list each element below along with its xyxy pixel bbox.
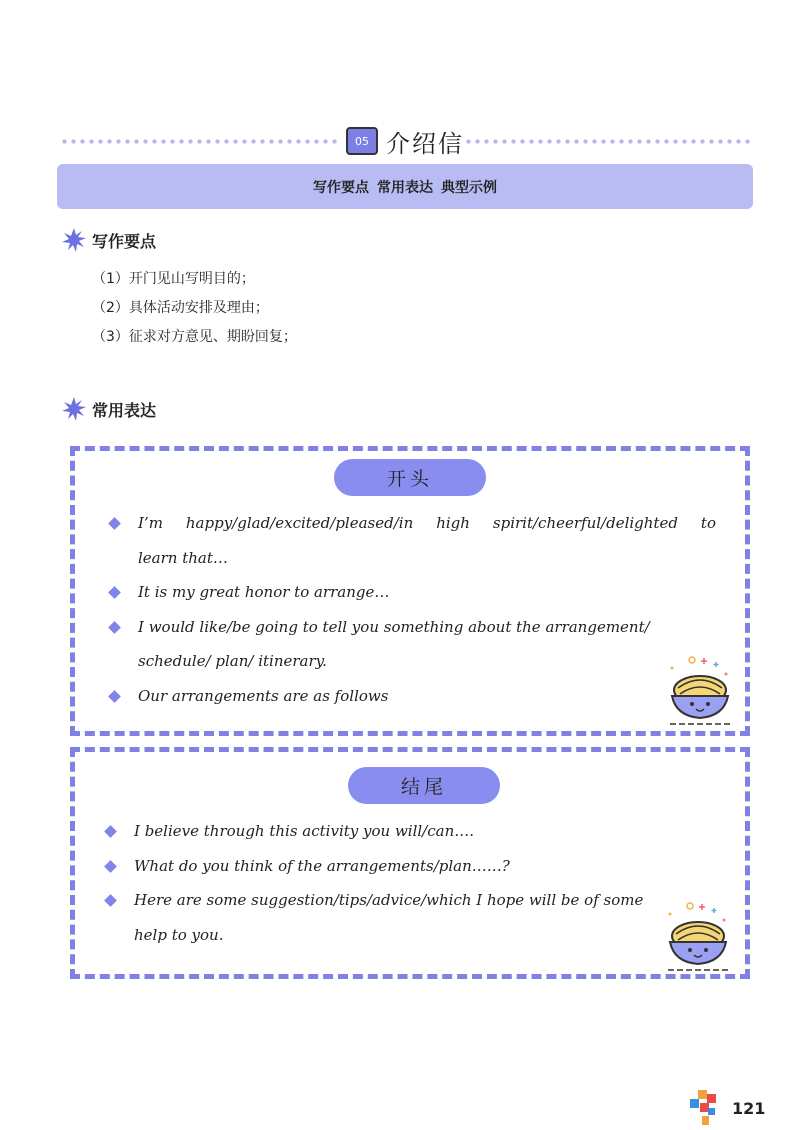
ending-list bbox=[102, 814, 702, 952]
section-number: 05 bbox=[346, 127, 378, 155]
diamond-bullet-icon bbox=[104, 825, 117, 838]
list-item bbox=[106, 610, 716, 645]
list-item bbox=[102, 814, 702, 849]
writing-points-heading-text: 写作要点 bbox=[92, 231, 157, 251]
list-item bbox=[106, 541, 716, 576]
section-title: 介绍信 bbox=[386, 130, 464, 158]
expressions-heading bbox=[62, 397, 156, 421]
list-item bbox=[106, 644, 716, 679]
diamond-bullet-icon bbox=[108, 690, 121, 703]
band-item-expressions: 常用表达 bbox=[377, 179, 433, 196]
list-item-text: I’m happy/glad/excited/pleased/in high spirit/cheerful/delighted to bbox=[138, 514, 716, 532]
list-item bbox=[102, 918, 702, 953]
opening-list bbox=[106, 506, 716, 713]
page-number: 121 bbox=[732, 1099, 766, 1118]
writing-points-list bbox=[92, 265, 297, 352]
dotted-rule-right bbox=[464, 139, 754, 144]
writing-points-heading bbox=[62, 228, 156, 252]
diamond-bullet-icon bbox=[108, 517, 121, 530]
diamond-bullet-icon bbox=[104, 894, 117, 907]
list-item-text: I believe through this activity you will/can…. bbox=[134, 822, 474, 840]
list-item bbox=[102, 883, 702, 918]
list-item-text: What do you think of the arrangements/plan……? bbox=[134, 856, 510, 875]
list-item-text: It is my great honor to arrange… bbox=[138, 583, 390, 601]
diamond-bullet-icon bbox=[108, 586, 121, 599]
list-item-text: I would like/be going to tell you something about the arrangement/ bbox=[138, 617, 650, 636]
list-item: （1）开门见山写明目的； bbox=[92, 271, 255, 287]
list-item-text: help to you. bbox=[134, 925, 224, 944]
list-item-text: Here are some suggestion/tips/advice/which I hope will be of some bbox=[134, 891, 644, 909]
noodle-bowl-icon bbox=[664, 654, 736, 730]
starburst-icon bbox=[62, 228, 86, 252]
noodle-bowl-icon bbox=[662, 900, 734, 976]
list-item: （2）具体活动安排及理由； bbox=[92, 300, 269, 316]
ending-label: 结尾 bbox=[348, 767, 500, 804]
band-item-points: 写作要点 bbox=[313, 179, 369, 196]
starburst-icon bbox=[62, 397, 86, 421]
topic-band bbox=[57, 164, 753, 209]
diamond-bullet-icon bbox=[104, 860, 117, 873]
list-item bbox=[102, 849, 702, 884]
list-item-text: schedule/ plan/ itinerary. bbox=[138, 652, 327, 670]
list-item bbox=[106, 679, 716, 714]
publisher-logo-icon bbox=[690, 1090, 720, 1126]
list-item bbox=[106, 506, 716, 541]
diamond-bullet-icon bbox=[108, 621, 121, 634]
list-item-text: learn that… bbox=[138, 548, 228, 567]
list-item bbox=[106, 575, 716, 610]
list-item-text: Our arrangements are as follows bbox=[138, 686, 389, 705]
expressions-heading-text: 常用表达 bbox=[92, 400, 157, 420]
opening-label: 开头 bbox=[334, 459, 486, 496]
list-item: （3）征求对方意见、期盼回复； bbox=[92, 329, 297, 345]
dotted-rule-left bbox=[60, 139, 340, 144]
band-item-examples: 典型示例 bbox=[441, 179, 497, 196]
